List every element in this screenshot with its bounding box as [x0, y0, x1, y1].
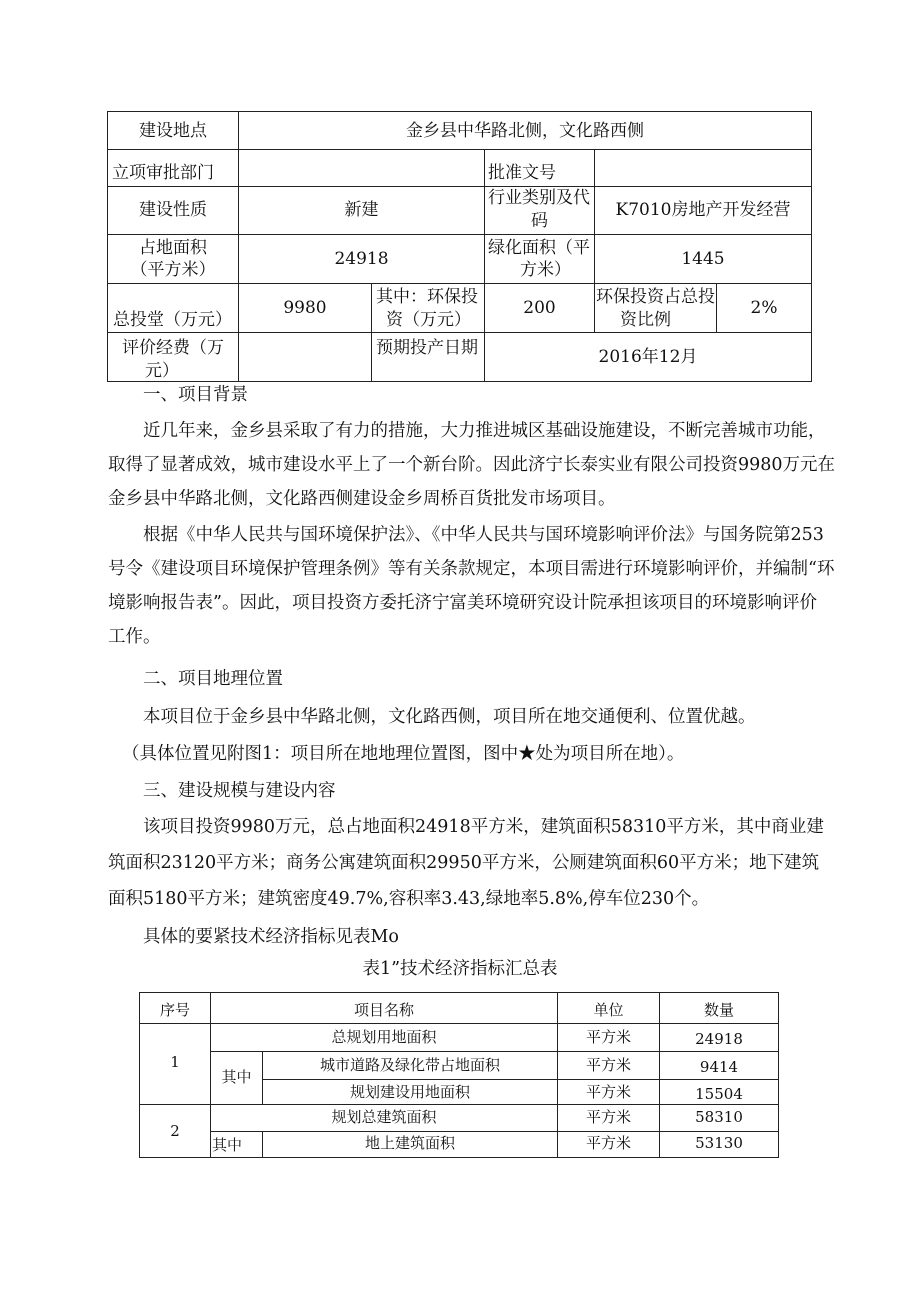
env-ratio-value: 2% — [750, 298, 778, 318]
env-ratio-label-line2: 资比例 — [620, 310, 671, 330]
green-area-label-line1: 绿化面积（平 — [488, 238, 590, 258]
location-value: 金乡县中华路北侧，文化路西侧 — [406, 121, 644, 141]
unit-cell: 平方米 — [585, 1134, 631, 1152]
header-name: 项目名称 — [353, 1001, 414, 1019]
env-investment-value: 200 — [523, 298, 556, 318]
section-heading-location: 二、项目地理位置 — [143, 669, 283, 689]
location-label: 建设地点 — [139, 121, 207, 141]
name-cell: 城市道路及绿化带占地面积 — [319, 1056, 500, 1074]
env-ratio-label-line1: 环保投资占总投 — [596, 287, 715, 307]
approval-doc-label: 批准文号 — [488, 163, 556, 183]
name-cell: 总规划用地面积 — [331, 1028, 437, 1046]
qty-cell: 9414 — [699, 1058, 739, 1076]
total-investment-label: 总投堂（万元） — [113, 310, 232, 330]
construction-type-label: 建设性质 — [139, 200, 207, 220]
paragraph-line: 境影响报告表”。因此，项目投资方委托济宁富美环境研究设计院承担该项目的环境影响评价 — [108, 593, 817, 613]
evaluation-fee-label-line1: 评价经费（万 — [122, 338, 224, 358]
industry-code-label-line1: 行业类别及代 — [488, 188, 590, 208]
paragraph-line: 面积5180平方米；建筑密度49.7%,容积率3.43,绿地率5.8%,停车位230个。 — [108, 889, 710, 909]
header-seq: 序号 — [159, 1001, 190, 1019]
land-area-value: 24918 — [334, 249, 389, 269]
paragraph-line: （具体位置见附图1：项目所在地地理位置图，图中★处为项目所在地）。 — [122, 744, 685, 764]
header-unit: 单位 — [593, 1001, 624, 1019]
qty-cell: 53130 — [695, 1134, 743, 1152]
unit-cell: 平方米 — [585, 1028, 631, 1046]
seq-cell: 1 — [170, 1053, 180, 1071]
env-investment-label-line2: 资（万元） — [386, 310, 471, 330]
industry-code-label-line2: 码 — [531, 211, 548, 231]
green-area-label-line2: 方米） — [520, 260, 571, 280]
qty-cell: 24918 — [695, 1030, 743, 1048]
name-cell: 规划建设用地面积 — [349, 1083, 470, 1101]
qty-cell: 15504 — [695, 1085, 743, 1103]
land-area-label-line2: （平方米） — [130, 260, 216, 280]
unit-cell: 平方米 — [585, 1056, 631, 1074]
paragraph-line: 工作。 — [108, 627, 161, 647]
construction-type-value: 新建 — [344, 200, 379, 220]
green-area-value: 1445 — [681, 249, 725, 269]
paragraph-line: 该项目投资9980万元，总占地面积24918平方米，建筑面积58310平方米，其中商业建 — [143, 817, 824, 837]
total-investment-value: 9980 — [283, 298, 327, 318]
env-investment-label-line1: 其中：环保投 — [376, 287, 478, 307]
production-date-value: 2016年12月 — [598, 347, 698, 367]
paragraph-line: 金乡县中华路北侧，文化路西侧建设金乡周桥百货批发市场项目。 — [108, 489, 616, 509]
seq-cell: 2 — [170, 1122, 180, 1140]
paragraph-line: 取得了显著成效，城市建设水平上了一个新台阶。因此济宁长泰实业有限公司投资9980万元在 — [108, 455, 836, 475]
paragraph-line: 具体的要紧技术经济指标见表Mo — [143, 927, 399, 947]
sub-cell: 其中 — [221, 1068, 252, 1086]
name-cell: 规划总建筑面积 — [331, 1108, 437, 1126]
qty-cell: 58310 — [695, 1108, 743, 1126]
header-qty: 数量 — [703, 1001, 734, 1019]
production-date-label: 预期投产日期 — [376, 338, 478, 358]
paragraph-line: 筑面积23120平方米；商务公寓建筑面积29950平方米，公厕建筑面积60平方米；地下建筑 — [108, 853, 820, 873]
industry-code-value: K7010房地产开发经营 — [615, 200, 791, 220]
unit-cell: 平方米 — [585, 1108, 631, 1126]
section-heading-background: 一、项目背景 — [143, 385, 248, 405]
paragraph-line: 本项目位于金乡县中华路北侧，文化路西侧，项目所在地交通便利、位置优越。 — [143, 707, 756, 727]
land-area-label-line1: 占地面积 — [139, 238, 207, 258]
paragraph-line: 根据《中华人民共与国环境保护法》、《中华人民共与国环境影响评价法》与国务院第253 — [143, 525, 824, 545]
approval-dept-label: 立项审批部门 — [112, 163, 214, 183]
sub-cell: 其中 — [211, 1136, 242, 1154]
table-caption: 表1”技术经济指标汇总表 — [362, 959, 558, 979]
paragraph-line: 号令《建设项目环境保护管理条例》等有关条款规定，本项目需进行环境影响评价，并编制“环 — [108, 559, 835, 579]
name-cell: 地上建筑面积 — [364, 1134, 455, 1152]
evaluation-fee-label-line2: 元） — [145, 361, 179, 381]
paragraph-line: 近几年来，金乡县采取了有力的措施，大力推进城区基础设施建设，不断完善城市功能， — [143, 421, 826, 441]
unit-cell: 平方米 — [585, 1083, 631, 1101]
section-heading-scale: 三、建设规模与建设内容 — [143, 781, 336, 801]
